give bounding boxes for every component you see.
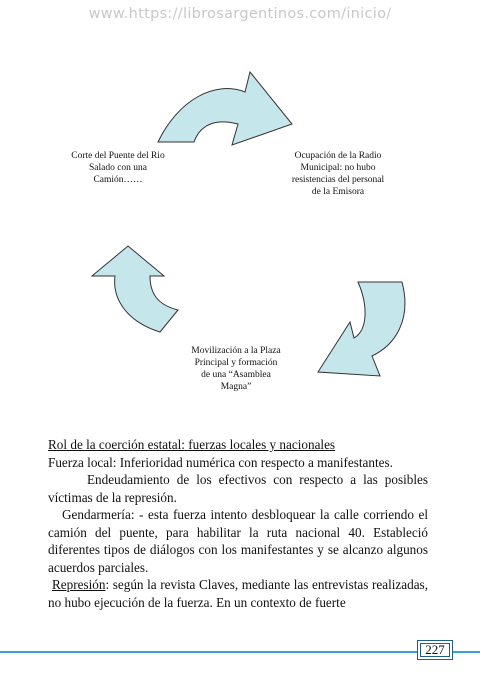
node-bottom-line: de una “Asamblea <box>201 370 271 380</box>
footer-rule <box>0 651 480 653</box>
cycle-arrow-left <box>92 246 178 332</box>
node-right-line: Ocupación de la Radio <box>294 151 382 161</box>
cycle-node-bottom <box>174 345 298 393</box>
node-left-line: Corte del Puente del Rio <box>71 151 165 161</box>
cycle-arrow-top <box>158 72 292 145</box>
paragraph-local-force: Fuerza local: Inferioridad numérica con respecto a manifestantes. <box>48 454 393 470</box>
cycle-node-right <box>276 150 400 198</box>
paragraph-gendarmeria: Gendarmería: - esta fuerza intento desbloquear la calle corriendo el camión del puente, para habilitar la ruta nacional 40. Estableció diferentes tipos de diálogos con los manifestantes y se alcanzo algunos acuerdos parciales. <box>48 507 428 575</box>
cycle-arrow-right <box>318 282 405 376</box>
node-left-line: Camión…… <box>93 175 143 185</box>
paragraph-debt: Endeudamiento de los efectivos con respecto a las posibles víctimas de la represión. <box>48 472 428 505</box>
cycle-node-left <box>58 150 178 186</box>
paragraph-repression <box>48 576 428 611</box>
node-bottom-line: Movilización a la Plaza <box>191 346 281 356</box>
page-number-box <box>417 640 453 660</box>
node-right-line: de la Emisora <box>311 187 365 197</box>
repression-label: Represión <box>52 577 106 592</box>
body-text <box>48 436 428 611</box>
watermark: www.https://librosargentinos.com/inicio/ <box>88 6 392 22</box>
node-right-line: resistencias del personal <box>291 175 385 185</box>
section-heading: Rol de la coerción estatal: fuerzas locales y nacionales <box>48 437 336 452</box>
node-bottom-line: Principal y formación <box>194 358 278 368</box>
node-right-line: Municipal: no hubo <box>300 163 376 173</box>
page-number: 227 <box>425 642 445 657</box>
node-bottom-line: Magna” <box>220 382 252 392</box>
repression-text: : según la revista Claves, mediante las entrevistas realizadas, no hubo ejecución de la fuerza. En un contexto de fuerte <box>48 577 428 610</box>
node-left-line: Salado con una <box>88 163 148 173</box>
